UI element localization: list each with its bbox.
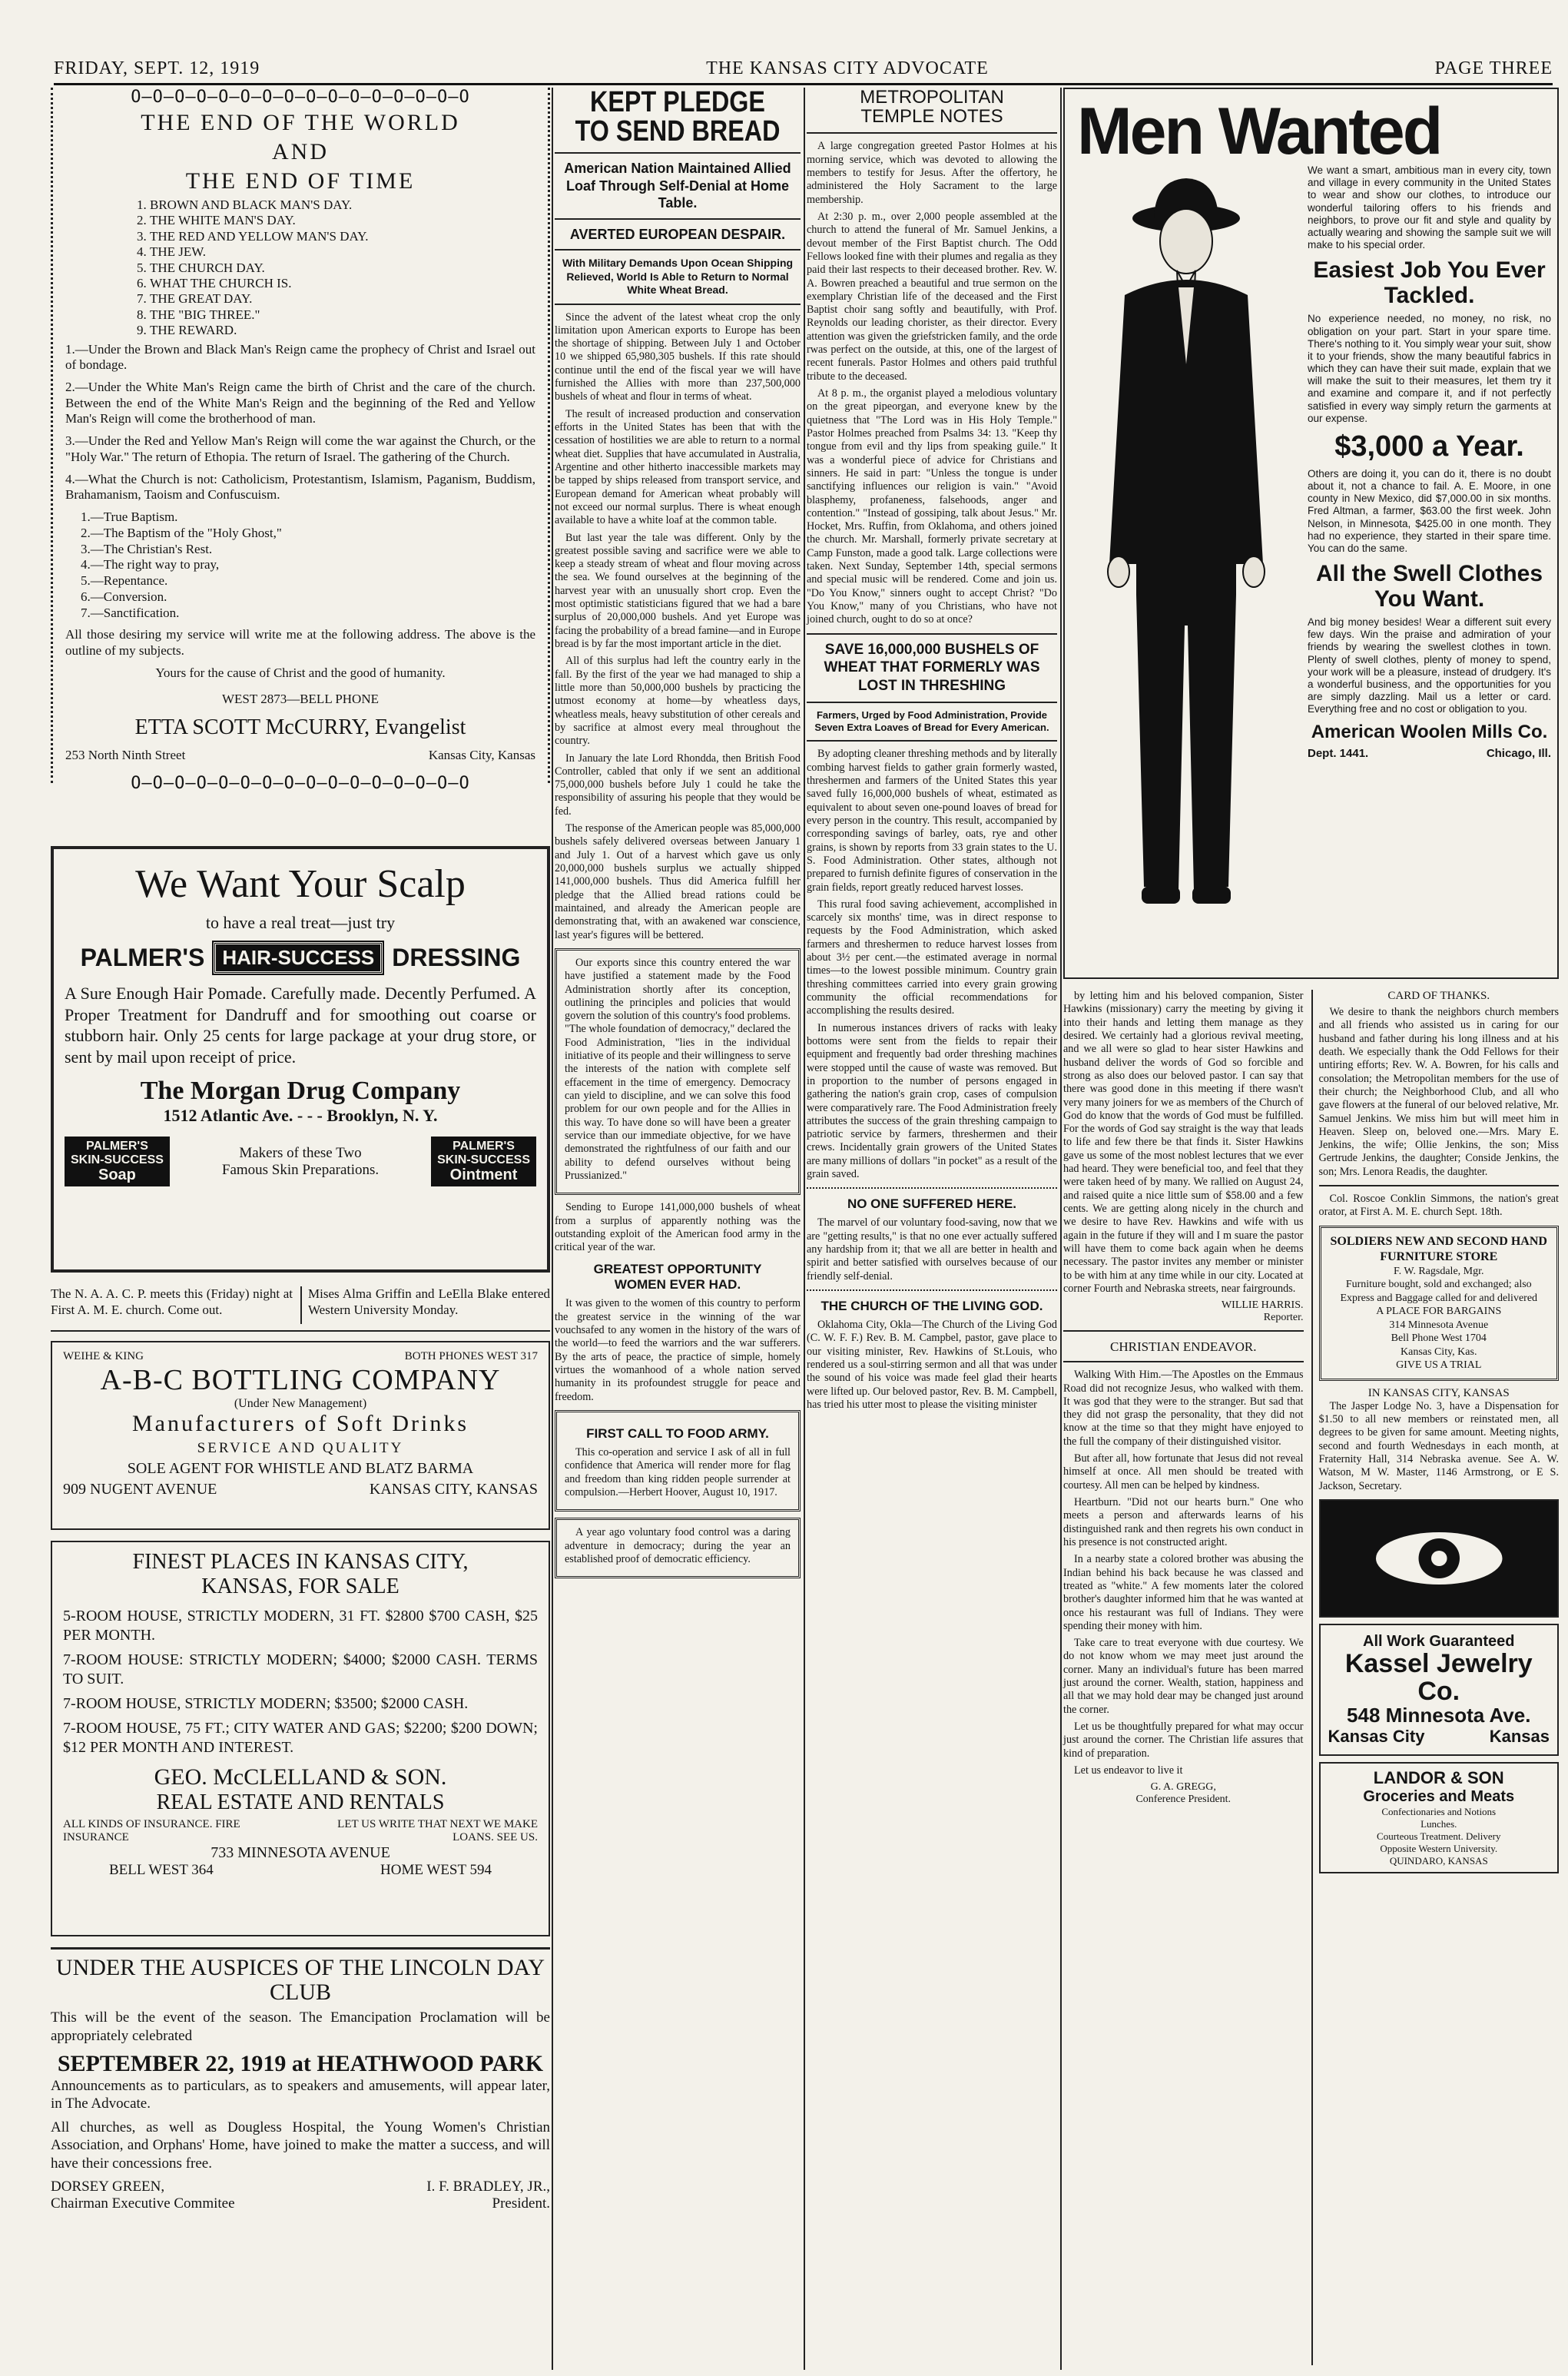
abc-top-row [63,1350,538,1363]
list-item: 4.—The right way to pray, [81,557,220,572]
soldiers-address: 314 Minnesota Avenue [1389,1319,1489,1331]
bread-paragraph: But last year the tale was different. Only by the greatest possible saving and sacrifice were we able to keep a steady stream of wheat and flour moving across the sea. We found ourselves at the beginning of the harvest year with an unusually short crop. Even the most optimistic statisticians figured that we had a bare surplus of 20,000,000 bushels. And yet Europe was facing the probability of a bread famine—and in Europe bread is by far the most important article in the diet. [555,531,801,650]
bread-paragraph: The result of increased production and conservation efforts in the United States has been that with the cessation of hostilities we are able to return to a normal wheat diet. Supplies that have accumulated in Australia, Argentine and other hitherto inaccessible markets may be tapped by ships released from transport service, and European demand for American wheat probably will not exceed our normal surplus. There is wheat enough available to have a white loaf at the common table. [555,407,801,527]
soldiers-city: Kansas City, Kas. [1401,1346,1477,1358]
naacp-notes [51,1286,550,1324]
address-city: Brooklyn, N. Y. [327,1106,438,1125]
chain-border-top: O—O—O—O—O—O—O—O—O—O—O—O—O—O—O—O [131,88,470,107]
lower-columns [1063,990,1559,2365]
list-item: 3.—The Christian's Rest. [81,541,213,556]
end-title-1: THE END OF THE WORLD [141,110,460,135]
men-ad-address [1308,747,1551,760]
men-ad-text-3: Others are doing it, you can do it, there is no doubt about it, not a chance to fail. A. E. Moore, in one county in New Mexico, did $7,000.00 in six months. Fred Altman, a farmer, $63.00 the first week. John Nelson, in Minnesota, $425.00 in one month. They had no experience, they started in their spare time. You can do the same. [1308,467,1551,554]
bread-headline: KEPT PLEDGE TO SEND BREAD [575,86,781,148]
list-item: 9. THE REWARD. [150,323,535,338]
list-item: 4. THE JEW. [150,244,535,260]
evangelist-name: ETTA SCOTT McCURRY, Evangelist [134,715,466,740]
thanks-heading: CARD OF THANKS. [1387,990,1490,1002]
landor-business: Groceries and Meats [1363,1787,1515,1805]
soldiers-manager: F. W. Ragsdale, Mgr. [1394,1265,1484,1277]
finest-title-2: KANSAS, FOR SALE [201,1575,399,1599]
column-1 [51,88,550,2212]
soldiers-phone: Bell Phone West 1704 [1391,1332,1487,1345]
end-closing: All those desiring my service will write me at the following address. The above is the outline of my subjects. [65,627,535,658]
men-ad-company: American Woolen Mills Co. [1311,721,1548,742]
ce-paragraph: Heartburn. "Did not our hearts burn." One who meets a person and afterwards learns of his distinguished rank and then regrets his own conduct in his presence is not constructed aright. [1063,1496,1304,1548]
kassel-city-right: Kansas [1489,1726,1550,1746]
divider [555,304,801,305]
morgan-company: The Morgan Drug Company [140,1077,461,1105]
kassel-jewelry-ad [1319,1624,1560,1756]
men-ad-text-2: No experience needed, no money, no risk, no obligation on your part. Start in your spare time. There's nothing to it. You simply wear your suit, show it to your friends, show the many beautiful fabrics in which they can have their suit made, explain that we will make the suit to their measures, let them try it and examine and compare it, and if not perfectly satisfied in every way simply return the garments at our expense. [1308,313,1551,424]
column-2 [555,88,801,2370]
lincoln-line-1: This will be the event of the season. The Emancipation Proclamation will be appropriately celebrated [51,2009,550,2044]
evangelist-address [65,748,535,763]
address-street: 1512 Atlantic Ave. [163,1106,293,1125]
save-paragraph: By adopting cleaner threshing methods and by literally combing harvest fields to gather grain formerly wasted, threshermen and farmers of the United States this year saved fully 16,000,000 bushels of wheat, estimated as equivalent to about seven one-pound loaves of bread for every person in the country. This result, accompanied by corresponding savings of barley, oats, rye and other grains, is shown by reports from 33 grain states to the U. S. Food Administration. Other states, although not prepared to furnish definite figures of conservation in the grain fields, report greatly reduced harvest losses. [807,748,1057,894]
divider [807,633,1057,635]
man-in-suit-icon [1071,164,1301,933]
lincoln-date: SEPTEMBER 22, 1919 at HEATHWOOD PARK [57,2050,544,2076]
phone-bell: BELL WEST 364 [109,1862,214,1879]
role-right: President. [492,2195,550,2212]
subject-list [150,197,535,339]
list-item: 8. THE "BIG THREE." [150,307,535,323]
abc-sub: Manufacturers of Soft Drinks [131,1411,469,1437]
landor-name: LANDOR & SON [1373,1767,1504,1787]
list-item: 7.—Sanctification. [81,605,180,620]
ce-paragraph: But after all, how fortunate that Jesus did not reveal himself at once. All men should be treated with courtesy. All men can be helped by kindness. [1063,1452,1304,1492]
living-god-heading: THE CHURCH OF THE LIVING GOD. [820,1298,1043,1313]
box-text: Our exports since this country entered the war have justified a statement made by the Food Administration shortly after its conception, outlining the principles and policies that would govern the solution of this country's food problems. "The whole foundation of democracy," declared the Food Administration, "lies in the individual initiative of its people and their willingness to serve the interests of the nation with complete self effacement in the time of emergency. Democracy can yield to discipline, and we can solve this food problem for our own people and for the Allies in this way. To have done so will have been a greater service than our immediate objective, for we have demonstrated the rightfulness of our faith and our ability to defend ourselves without being Prussianized." [565,956,791,1182]
metro-paragraph: A large congregation greeted Pastor Holmes at his morning service, which was devoted to allowing the members to testify for Jesus. After the offertory, he administered the Holy Sacrament to the large membership. [807,140,1057,206]
ce-paragraph: In a nearby state a colored brother was abusing the Indian behind his back because he was classed and treated as "white." A few moments later the colored brother's daughter informed him that he was wanted at once his restaurant was full of Indians. They were spending their money with him. [1063,1553,1304,1632]
signature-right: I. F. BRADLEY, JR., [426,2178,550,2195]
soldiers-services: Furniture bought, sold and exchanged; also Express and Baggage called for and delivered [1340,1279,1538,1304]
sub-list [81,509,535,621]
bread-paragraph: The response of the American people was 85,000,000 bushels safely delivered overseas between January 1 and July 1. Out of a harvest which gave us only 20,000,000 bushels surplus we actually shipped 141,000,000 bushels. Thus did America fulfill her pledge that the Allied bread rations could be maintained, and already the American people are demonstrating that, with an awakened war conscience, last year's figures will be bettered. [555,822,801,941]
end-body: 3.—Under the Red and Yellow Man's Reign will come the war against the Church, or the "Holy War." The return of Ethopia. The return of Israel. The gathering of the Church. [65,433,535,464]
men-wanted-title: Men Wanted [1077,95,1441,168]
lincoln-title: UNDER THE AUSPICES OF THE LINCOLN DAY CLUB [55,1955,545,2005]
lincoln-day-notice [51,1947,550,2212]
soap-logo-top: PALMER'S [86,1140,148,1153]
soap-logo [65,1137,170,1186]
list-item: 1.—True Baptism. [81,509,178,525]
divider [51,1330,550,1332]
kassel-address: 548 Minnesota Ave. [1347,1704,1531,1727]
report-role [1063,1312,1304,1324]
insurance-row [63,1818,538,1844]
divider [555,218,801,220]
abc-owners: WEIHE & KING [63,1350,144,1363]
end-body: 4.—What the Church is not: Catholicism, Protestantism, Islamism, Paganism, Buddism, Brahamanism, Taoism and Confuscuism. [65,471,535,503]
notices-col [1311,990,1560,2365]
landor-line: Courteous Treatment. Delivery [1377,1830,1501,1842]
makers-row [65,1137,536,1186]
divider [807,702,1057,703]
list-item: 7. THE GREAT DAY. [150,291,535,307]
list-item: 2.—The Baptism of the "Holy Ghost," [81,525,282,540]
lincoln-line-2: Announcements as to particulars, as to speakers and amusements, will appear later, in The Advocate. [51,2077,550,2112]
landor-line: Lunches. [1420,1817,1457,1830]
ointment-logo-bottom: Ointment [449,1166,518,1184]
abc-service: SERVICE AND QUALITY [197,1440,404,1457]
divider [807,1289,1057,1291]
men-ad-copy [1308,164,1551,933]
palmer-brand [65,942,536,974]
column-3 [807,88,1057,2370]
landor-ad [1319,1762,1560,1873]
divider [807,132,1057,134]
metro-title-1: METROPOLITAN [860,87,1004,108]
university-note: Mises Alma Griffin and LeElla Blake entered Western University Monday. [308,1286,550,1317]
report-signature [1063,1299,1304,1312]
ce-paragraph: Walking With Him.—The Apostles on the Emmaus Road did not recognize Jesus, who walked with them. It was god that they were to the stranger. But sad that they did not grasp the personality, that they did not know at the time so that they might have enjoyed to the full the company of their distinguished visitor. [1063,1369,1304,1448]
divider [807,1187,1057,1189]
end-of-world-box [51,88,550,794]
man-figure [1071,164,1301,933]
all-seeing-eye-icon [1321,1501,1558,1616]
insurance-right: LET US WRITE THAT NEXT WE MAKE LOANS. SEE US. [337,1818,538,1844]
bread-deck-3: With Military Demands Upon Ocean Shipping Relieved, World Is Able to Return to Normal White Wheat Bread. [562,257,794,296]
soldiers-title: SOLDIERS NEW AND SECOND HAND FURNITURE STORE [1330,1234,1547,1263]
opportunity-heading-2: WOMEN EVER HAD. [614,1277,741,1293]
abc-bottling-ad [51,1341,550,1530]
brand-hair-success: HAIR-SUCCESS [214,942,383,974]
column-4 [1063,88,1559,2370]
end-title-2: AND [272,139,329,164]
end-body: 1.—Under the Brown and Black Man's Reign came the prophecy of Christ and Israel out of bondage. [65,341,535,373]
ce-paragraph: Take care to treat everyone with due courtesy. We do not know whom we may meet just around the corner. Many an individual's future has been marred just around the corner. Wealth, station, happiness and all that we may hold dear may be changed just around the corner. [1063,1637,1304,1716]
metro-title [807,88,1057,126]
column-rule-1 [552,88,553,2370]
opportunity-text: It was given to the women of this country to perform the greatest service in the winning of the war vouchsafed to any women in the history of the wars of the world—to feed the warriors and the war sufferers. By the arts of peace, the practice of simple, homely virtues the womanhood of a whole nation served humanity in its profoundest struggle for peace and freedom. [555,1297,801,1403]
divider [1319,1185,1560,1186]
abc-phones: BOTH PHONES WEST 317 [404,1350,538,1363]
list-item: 1. BROWN AND BLACK MAN'S DAY. [150,197,535,213]
save-wheat-deck: Farmers, Urged by Food Administration, Provide Seven Extra Loaves of Bread for Every American. [814,708,1049,734]
men-ad-text-4: And big money besides! Wear a different suit every few days. Win the praise and admiration of your friends by wearing the swellest clothes in town. Plenty of swell clothes, plenty of money to spend, your work will be a pleasure, instead of drudgery. It's a wonderful business, and the opportunities for you are simply dazzling. Mail us a letter or card. Everything free and no cost or obligation to you. [1308,616,1551,715]
ce-signature: G. A. GREGG, [1150,1781,1216,1794]
role-left: Chairman Executive Commitee [51,2195,235,2212]
ointment-logo-mid: SKIN-SUCCESS [437,1153,530,1166]
ce-paragraph: Let us be thoughtfully prepared for what may occur just around the corner. The Christian life assures that kind of preparation. [1063,1721,1304,1760]
landor-line: Opposite Western University. [1380,1842,1498,1854]
paper-name: THE KANSAS CITY ADVOCATE [706,58,989,78]
men-wanted-ad [1063,88,1559,979]
masthead [54,55,1553,81]
list-item: 6. WHAT THE CHURCH IS. [150,276,535,291]
makers-text [222,1145,379,1179]
listing: 7-ROOM HOUSE: STRICTLY MODERN; $4000; $2000 CASH. TERMS TO SUIT. [63,1651,538,1687]
save-paragraph: This rural food saving achievement, accomplished in scarcely six months' time, was in direct response to requests by the Food Administration, which asked farmers and threshermen to reduce harvest losses from about 3½ per cent.—the estimated average in normal times—to the lowest possible minimum. Country grain threshing committees carried into every grain growing community the official recommendations for accomplishing the results desired. [807,898,1057,1017]
lincoln-roles [51,2195,550,2212]
divider [555,249,801,251]
lodge-heading: IN KANSAS CITY, KANSAS [1367,1386,1510,1399]
metro-title-2: TEMPLE NOTES [860,106,1003,128]
scalp-body: A Sure Enough Hair Pomade. Carefully made. Decently Perfumed. A Proper Treatment for Dandruff and for smoothing out coarse or stubborn hair. Only 25 cents for large package at your drug store, or sent by mail upon receipt of price. [65,984,536,1067]
soldiers-trial: GIVE US A TRIAL [1396,1359,1482,1372]
men-ad-heading-3: $3,000 a Year. [1334,430,1524,463]
firm-address: 733 MINNESOTA AVENUE [211,1844,390,1862]
christian-endeavor-heading: CHRISTIAN ENDEAVOR. [1110,1339,1257,1355]
end-closing-2: Yours for the cause of Christ and the good of humanity. [155,665,446,680]
lincoln-line-3: All churches, as well as Dougless Hospital, the Young Women's Christian Association, and Orphans' Home, have joined to make the matter a success, and will have their concessions free. [51,2119,550,2172]
chain-border-bottom: O—O—O—O—O—O—O—O—O—O—O—O—O—O—O—O [131,774,470,794]
kassel-city [1328,1727,1550,1747]
food-army-heading: FIRST CALL TO FOOD ARMY. [586,1425,769,1441]
address-city: KANSAS CITY, KANSAS [369,1481,538,1498]
kassel-city-left: Kansas City [1328,1726,1425,1746]
bread-paragraph: In January the late Lord Rhondda, then British Food Controller, cabled that only if we sent an additional 75,000,000 bushels before July 1 could he take the responsibility of assuring his people that they would be fed. [555,752,801,818]
address-city: Kansas City, Kansas [428,748,535,763]
lodge-text: The Jasper Lodge No. 3, have a Dispensation for $1.50 to all new members or reinstated men, all degrees to be given for same amount. Meeting nights, second and fourth Wednesdays in each month, at Fraternity Hall, 314 Nebraska avenue. See A. W. Watson, M W. Master, 1146 Armstrong, or E S. Jackson, Secretary. [1318,1399,1559,1492]
phone-home: HOME WEST 594 [380,1862,492,1879]
morgan-address: 1512 Atlantic Ave. - - - Brooklyn, N. Y. [163,1106,438,1125]
church-report-col [1063,990,1304,2365]
listing: 7-ROOM HOUSE, 75 FT.; CITY WATER AND GAS; $2200; $200 DOWN; $12 PER MONTH AND INTEREST. [63,1720,538,1756]
kassel-guarantee: All Work Guaranteed [1363,1632,1515,1650]
phone-line: WEST 2873—BELL PHONE [222,692,379,707]
end-title-3: THE END OF TIME [185,168,416,194]
makers-line-1: Makers of these Two [239,1144,362,1161]
firm-business: REAL ESTATE AND RENTALS [156,1790,445,1815]
bread-paragraph: Since the advent of the latest wheat crop the only limitation upon American exports to Europe has been the shortage of shipping. Between July 1 and October 10 we shipped 65,980,305 bushels. If this rate should continue until the end of the fiscal year we will have furnished the Allies with more than 237,500,000 bushels of wheat and flour in terms of wheat. [555,310,801,403]
page-number: PAGE THREE [1434,58,1553,78]
naacp-note: The N. A. A. C. P. meets this (Friday) night at First A. M. E. church. Come out. [51,1286,293,1317]
food-army-box [555,1410,801,1512]
thanks-text: We desire to thank the neighbors church members and all friends who assisted us in caring for our husband and father during his long illness and at his death. We especially thank the Odd Fellows for their untiring efforts; Rev. W. A. Bowren, for his calls and consolation; the Metropolitan members for the use of their church; the Neighborhood Club, and all who gave flowers at the funeral of our beloved relative, Mr. Samuel Jenkins. We miss him but will meet him in Heaven. Sleep on, beloved one.—Mrs. Mary E. Jenkins, the wife; Ollie Jenkins, the son; Miss Gertrude Jenkins, the daughter; Conside Jenkins, the son; Mrs. Lenora Readis, the daughter. [1318,1006,1559,1178]
listing: 5-ROOM HOUSE, STRICTLY MODERN, 31 FT. $2800 $700 CASH, $25 PER MONTH. [63,1608,538,1644]
landor-line: Confectionaries and Notions [1381,1805,1497,1817]
save-paragraph: In numerous instances drivers of racks with leaky bottoms were sent from the fields to repair their equipment and frequently bad order threshing machines were stopped until the cause of waste was removed. But in proportion to the number of persons engaged in gathering the nation's grain crop, cases of compulsion were comparatively rare. The Food Administration freely attributes the success of the grain threshing campaign to patriotic service by farmers, threshermen and their crews. Incidentally grain growers of the United States are many millions of dollars "in pocket" as a result of the grain saved. [807,1021,1057,1181]
no-one-text: The marvel of our voluntary food-saving, now that we are "getting results," is that no one ever actually suffered any hardship from it; that we all are better in health and spirit and better satisfied with ourselves because of our friendly self-denial. [807,1216,1057,1283]
men-ad-body [1071,164,1551,933]
insurance-left: ALL KINDS OF INSURANCE. FIRE INSURANCE [63,1818,240,1844]
firm-name: GEO. McCLELLAND & SON. [154,1764,447,1790]
end-body: 2.—Under the White Man's Reign came the birth of Christ and the care of the church. Between the end of the White Man's Reign and the beginning of the Red and Yellow Man's Reign will come the brotherhood of man. [65,379,535,426]
divider [1063,1361,1304,1362]
reporter-name: WILLIE HARRIS. [1221,1299,1304,1312]
list-item: 5.—Repentance. [81,573,168,589]
soldiers-furniture-ad [1319,1226,1560,1381]
list-item: 6.—Conversion. [81,589,167,604]
brand-left: PALMER'S [80,944,205,971]
food-army-text: This co-operation and service I ask of all in full confidence that America will render more for flag and freedom than king ridden people surrender at compulsion.—Herbert Hoover, August 10, 1917. [565,1445,791,1498]
masthead-rule [54,83,1553,85]
list-item: 5. THE CHURCH DAY. [150,260,535,276]
living-god-text: Oklahoma City, Okla—The Church of the Living God (C. W. F. F.) Rev. B. M. Campbel, pastor, gave place to our visiting minister, Rev. Hawkins of St.Louis, who rendered us a soul-stirring sermon and all that was under the sound of his voice was made feel glad their hearts were lifted up. Our beloved pastor, Rev. B. M. Campbell, has tried his utter most to please the visiting minister [807,1318,1057,1411]
men-ad-dept: Dept. 1441. [1308,747,1369,760]
soap-logo-mid: SKIN-SUCCESS [71,1153,164,1166]
soap-logo-bottom: Soap [98,1166,136,1184]
listing: 7-ROOM HOUSE, STRICTLY MODERN; $3500; $2000 CASH. [63,1695,469,1713]
list-item: 2. THE WHITE MAN'S DAY. [150,213,535,228]
finest-title-1: FINEST PLACES IN KANSAS CITY, [132,1550,469,1575]
divider [1063,1330,1304,1332]
ointment-logo [431,1137,536,1186]
landor-line: QUINDARO, KANSAS [1389,1854,1488,1867]
no-one-heading: NO ONE SUFFERED HERE. [847,1196,1017,1212]
metro-paragraph: At 2:30 p. m., over 2,000 people assembled at the church to attend the funeral of Mr. Samuel Jenkins, a devout member of the First Baptist church. The Odd Fellows looked fine with their plumes and regalia as they paid their last respects to their deceased brother. Rev. W. A. Bowren preached a beautiful and true sermon on the exemplary Christian life of the deceased and the First Baptist choir sang softly and beautifully, with Prof. Reynolds our leading chorister, as their director. Every attention was given the griefstricken family, and the orde rwas perfect on the outside, at this, one of the largest of recent funerals. Pastor Holmes and others paid truthful tribute to the deceased. [807,210,1057,383]
abc-address [63,1481,538,1498]
signature-left: DORSEY GREEN, [51,2178,165,2195]
real-estate-ad [51,1541,550,1936]
column-rule-2 [804,88,805,2370]
year-ago-box [555,1518,801,1578]
church-report: by letting him and his beloved companion, Sister Hawkins (missionary) carry the meeting by giving it into their hands and letting them manage as they desired. We certainly had a glorious revival meeting, and we all were so glad to hear sister Hawkins and husband deliver the words of God so forcible and strong as also does our beloved pastor. I can say that there was good done in this meeting if there wasn't very many joiners for we as members of the Church of God do know that the words of God must be fulfilled. For the words of God say straight is the way that leads to life and few there be that finds it. Sister Hawkins gave us some of the most noblest lectures that we ever had heard. They were beneficial too, and feel that they were taken heed of by many. We rallied on August 24, and raised quite a nice little sum of $58.00 and a few cents. We are getting along nicely in the church and we desire to have Rev. Hawkins and wife with us again in the future if they will and I m suare the pastor will have them to come back again when he deems necessary. The pastor invites any member or minister to be with him at any time while in our city. Located at corner Fourth and Nebraska streets, near fairgrounds. [1063,990,1304,1295]
bread-paragraph: All of this surplus had left the country early in the fall. By the first of the year we had managed to ship a little more than 50,000,000 bushels by practicing the utmost economy at home—by wheatless days, wheatless meals, heavy substitution of other cereals and by sacrifice at almost every meal throughout the country. [555,655,801,748]
scalp-title: We Want Your Scalp [135,862,466,906]
save-wheat-headline: SAVE 16,000,000 BUSHELS OF WHEAT THAT FORMERLY WAS LOST IN THRESHING [824,641,1040,695]
ointment-logo-top: PALMER'S [452,1140,515,1153]
men-ad-heading-4: All the Swell Clothes You Want. [1315,561,1543,612]
makers-line-2: Famous Skin Preparations. [221,1161,380,1178]
abc-mgmt: (Under New Management) [234,1397,367,1411]
address-street: 253 North Ninth Street [65,748,186,763]
opportunity-heading-1: GREATEST OPPORTUNITY [593,1262,762,1277]
divider [807,740,1057,742]
abc-title: A-B-C BOTTLING COMPANY [100,1364,501,1397]
metro-paragraph: At 8 p. m., the organist played a melodious voluntary on the great pipeorgan, and everyone knew by the quietness that "The Lord was in His Holy Temple." Pastor Holmes preached from Psalms 34: 13. "Keep thy tongue from evil and thy lips from speaking guile." It was a wonderful piece of advice for Christians and sinners. He said in part: "Unless the tongue is under sanctifying influences our religion is vain." "Avoid blasphemy, profaneness, falsehoods, anger and contention." "Instead of gossiping, talk about Jesus." Mr. Hocket, Mrs. Ruffin, from Oklahoma, and others joined the church. Mr. Marshall, formerly private secretary at Camp Funston, made a good talk. Large collections were taken. Next Sunday, September 14th, special sermons and special music will be rendered. Come and join us. "Do You Know," sinners ought to accept Christ? "Do You Know," many of you Christians, who have not joined church, ought to do so at once? [807,387,1057,626]
address-street: 909 NUGENT AVENUE [63,1481,217,1498]
bread-after: Sending to Europe 141,000,000 bushels of wheat from a surplus of apparently nothing was the outstanding exploit of the American food army in the critical year of the war. [555,1201,801,1254]
brand-right: DRESSING [392,944,521,971]
eye-emblem [1319,1499,1560,1618]
soldiers-bargains: A PLACE FOR BARGAINS [1376,1306,1502,1318]
bread-deck: American Nation Maintained Allied Loaf Through Self-Denial at Home Table. [564,161,791,211]
men-ad-intro: We want a smart, ambitious man in every city, town and village in every community in the United States to wear and show our clothes, to introduce our wonderful tailoring offers to his friends and neighbors, to prove our fit and style and quality by actually wearing and showing the sample suit we will make to his special order. [1308,164,1551,251]
divider [555,152,801,154]
abc-agent: SOLE AGENT FOR WHISTLE AND BLATZ BARMA [127,1460,474,1478]
bread-deck-2: AVERTED EUROPEAN DESPAIR. [569,226,786,242]
lincoln-signatures [51,2179,550,2195]
ce-paragraph: Let us endeavor to live it [1074,1764,1183,1777]
scalp-sub: to have a real treat—just try [205,913,396,932]
kassel-name: Kassel Jewelry Co. [1344,1648,1533,1706]
ce-role: Conference President. [1135,1794,1232,1806]
issue-date: FRIDAY, SEPT. 12, 1919 [54,58,260,78]
men-ad-city: Chicago, Ill. [1486,747,1551,760]
conklin-note: Col. Roscoe Conklin Simmons, the nation's great orator, at First A. M. E. church Sept. 18th. [1318,1193,1559,1219]
column-rule-3 [1060,88,1062,2370]
firm-phones [63,1862,538,1879]
scalp-ad [51,846,550,1273]
reporter-role: Reporter. [1263,1312,1304,1324]
year-ago-text: A year ago voluntary food control was a daring adventure in democracy; during the year an established proof of democratic efficiency. [565,1526,791,1565]
list-item: 3. THE RED AND YELLOW MAN'S DAY. [150,229,535,244]
men-ad-heading-2: Easiest Job You Ever Tackled. [1313,257,1546,309]
food-admin-box [555,948,801,1195]
